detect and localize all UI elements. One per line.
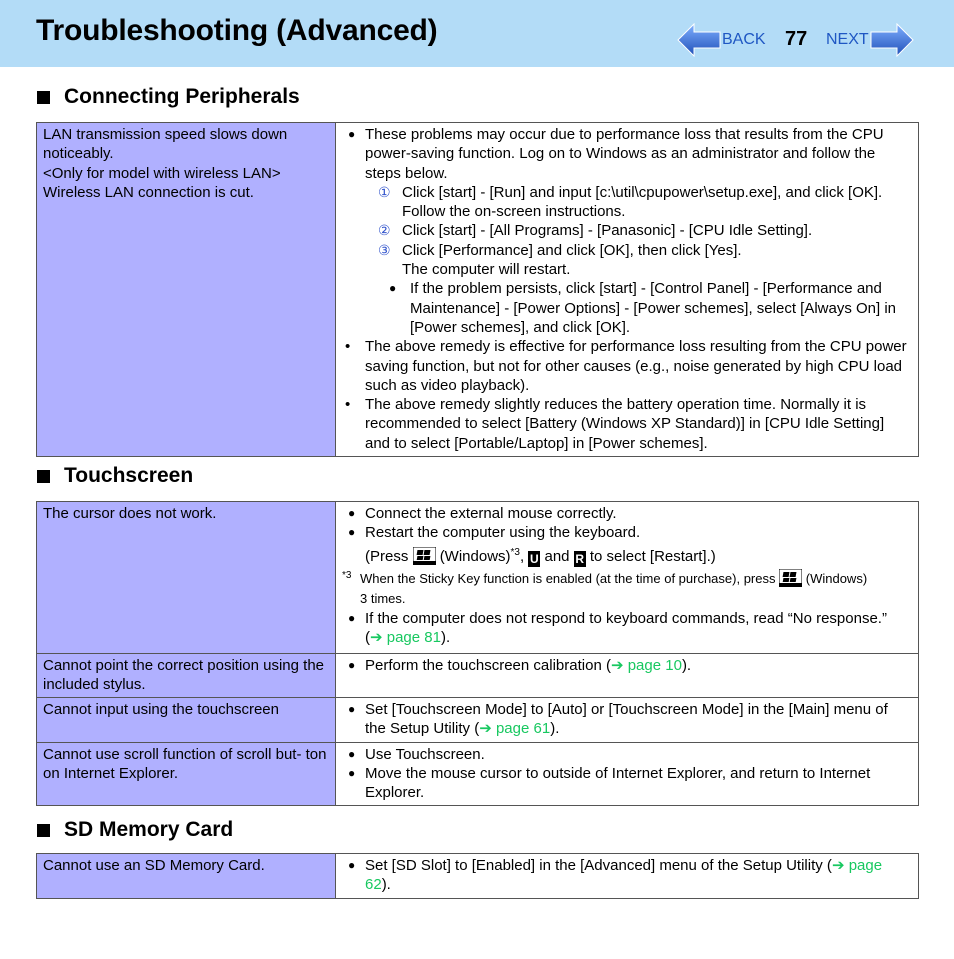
list-item: ● These problems may occur due to performance loss that results from the CPU power-saving function. Log on to Windows as an administrator and follow the steps below. xyxy=(342,125,912,183)
arrow-right-icon: ➔ xyxy=(370,628,383,646)
step-3: ③ Click [Performance] and click [OK], then click [Yes]. The computer will restart. xyxy=(378,241,742,279)
peripherals-table xyxy=(36,122,919,457)
list-item: ● Use Touchscreen. xyxy=(342,745,912,764)
problem-cell: Cannot use scroll function of scroll but- ton on Internet Explorer. xyxy=(37,742,336,806)
arrow-right-icon: ➔ xyxy=(479,720,492,738)
solution-cell xyxy=(336,854,919,899)
bullet-icon: ● xyxy=(348,765,356,780)
problem-cell xyxy=(37,123,336,457)
note-item: • The above remedy slightly reduces the battery operation time. Normally it is recommended to select [Battery (Windows XP Standard)] in [CPU Idle Setting] and to select [Portable/Laptop] in [Power schemes]. xyxy=(345,396,885,452)
solution-cell xyxy=(336,742,919,806)
list-item: ● Set [SD Slot] to [Enabled] in the [Advanced] menu of the Setup Utility (➔ page 62). xyxy=(342,856,912,895)
bullet-icon: ● xyxy=(348,127,356,141)
step-2: ② Click [start] - [All Programs] - [Panasonic] - [CPU Idle Setting]. xyxy=(378,222,813,240)
solution-cell xyxy=(336,654,919,698)
problem-cell: Cannot use an SD Memory Card. xyxy=(37,854,336,899)
bullet-icon: ● xyxy=(348,610,356,625)
list-item: ● If the computer does not respond to keyboard commands, read “No response.” (➔ page 81). xyxy=(342,609,912,648)
circled-number: ② xyxy=(378,222,391,239)
sub-list-item: ● If the problem persists, click [start] - [Control Panel] - [Performance and Maintenance] - [Power Options] - [Power schemes], select [Always On] in [Power schemes], and click [OK]. xyxy=(342,279,912,337)
header-bar xyxy=(0,0,954,67)
table-row xyxy=(37,123,919,457)
solution-cell xyxy=(336,123,919,457)
arrow-right-icon: ➔ xyxy=(610,657,624,674)
table-row xyxy=(37,854,919,899)
u-key-icon: U xyxy=(529,551,539,566)
problem-text: LAN transmission speed slows down noticeably. xyxy=(43,126,288,163)
circled-number: ③ xyxy=(378,241,391,258)
page-number: 77 xyxy=(785,28,808,50)
arrow-right-icon: ➔ xyxy=(831,857,845,874)
touchscreen-table xyxy=(36,501,919,806)
bullet-icon: ● xyxy=(348,658,356,672)
page-title: Troubleshooting (Advanced) xyxy=(36,14,438,47)
arrow-right-icon xyxy=(869,23,915,57)
bullet-icon: ● xyxy=(348,525,356,540)
bullet-icon: ● xyxy=(348,702,356,716)
problem-cell: Cannot point the correct position using the included stylus. xyxy=(37,654,336,698)
list-item: ● Restart the computer using the keyboard. xyxy=(342,523,912,542)
table-row xyxy=(37,654,919,698)
arrow-left-icon xyxy=(676,23,722,57)
windows-key-icon xyxy=(413,547,436,565)
page-link[interactable]: ➔ page 62 xyxy=(365,857,883,894)
section-heading-sd xyxy=(37,818,233,842)
table-row xyxy=(37,502,919,654)
back-label: BACK xyxy=(722,31,766,48)
section-heading-touchscreen xyxy=(37,464,193,488)
back-button[interactable] xyxy=(676,22,766,58)
problem-text: <Only for model with wireless LAN> xyxy=(43,164,281,182)
square-bullet-icon xyxy=(37,824,50,837)
table-row xyxy=(37,742,919,806)
list-item: ● Set [Touchscreen Mode] to [Auto] or [Touchscreen Mode] in the [Main] menu of the Setup Utility (➔ page 61). xyxy=(342,700,912,739)
square-bullet-icon xyxy=(37,91,50,104)
next-button[interactable] xyxy=(826,22,915,58)
bullet-icon: ● xyxy=(389,281,397,296)
section-title: Connecting Peripherals xyxy=(64,85,300,108)
windows-key-icon xyxy=(779,569,802,587)
section-title: SD Memory Card xyxy=(64,818,234,841)
circled-number: ① xyxy=(378,183,391,200)
next-label: NEXT xyxy=(826,31,869,48)
key-combo-line: (Press (Windows)$^{*3}$, U and R to select [Restart].) xyxy=(365,546,716,566)
section-heading-peripherals xyxy=(37,85,300,109)
bullet-icon: ● xyxy=(348,506,356,520)
section-title: Touchscreen xyxy=(64,464,194,487)
solution-cell xyxy=(336,698,919,743)
problem-text: Wireless LAN connection is cut. xyxy=(43,183,254,201)
list-item: ● Perform the touchscreen calibration (➔ page 10). xyxy=(342,656,912,675)
page-link[interactable]: ➔ page 10 xyxy=(610,657,682,674)
problem-cell: The cursor does not work. xyxy=(37,502,336,654)
footnote: *3 When the Sticky Key function is enabled (at the time of purchase), press (Windows) 3 times. xyxy=(342,569,868,606)
page-link[interactable]: ➔ page 61 xyxy=(479,720,551,738)
list-item: ● Connect the external mouse correctly. xyxy=(342,504,912,523)
r-key-icon: R xyxy=(575,551,585,566)
sd-table xyxy=(36,853,919,899)
step-1: ① Click [start] - [Run] and input [c:\util\cpupower\setup.exe], and click [OK]. Follow the on-screen instructions. xyxy=(378,183,883,221)
solution-cell xyxy=(336,502,919,654)
bullet-icon: ● xyxy=(348,858,356,872)
problem-cell: Cannot input using the touchscreen xyxy=(37,698,336,743)
square-bullet-icon xyxy=(37,470,50,483)
list-item: ● Move the mouse cursor to outside of Internet Explorer, and return to Internet Explorer. xyxy=(342,764,912,803)
page-link[interactable]: ➔ page 81 xyxy=(370,628,441,646)
table-row xyxy=(37,698,919,743)
bullet-icon: ● xyxy=(348,746,356,761)
note-item: • The above remedy is effective for performance loss resulting from the CPU power saving function, but not for other causes (e.g., noise generated by high CPU load such as video playback). xyxy=(345,338,907,394)
